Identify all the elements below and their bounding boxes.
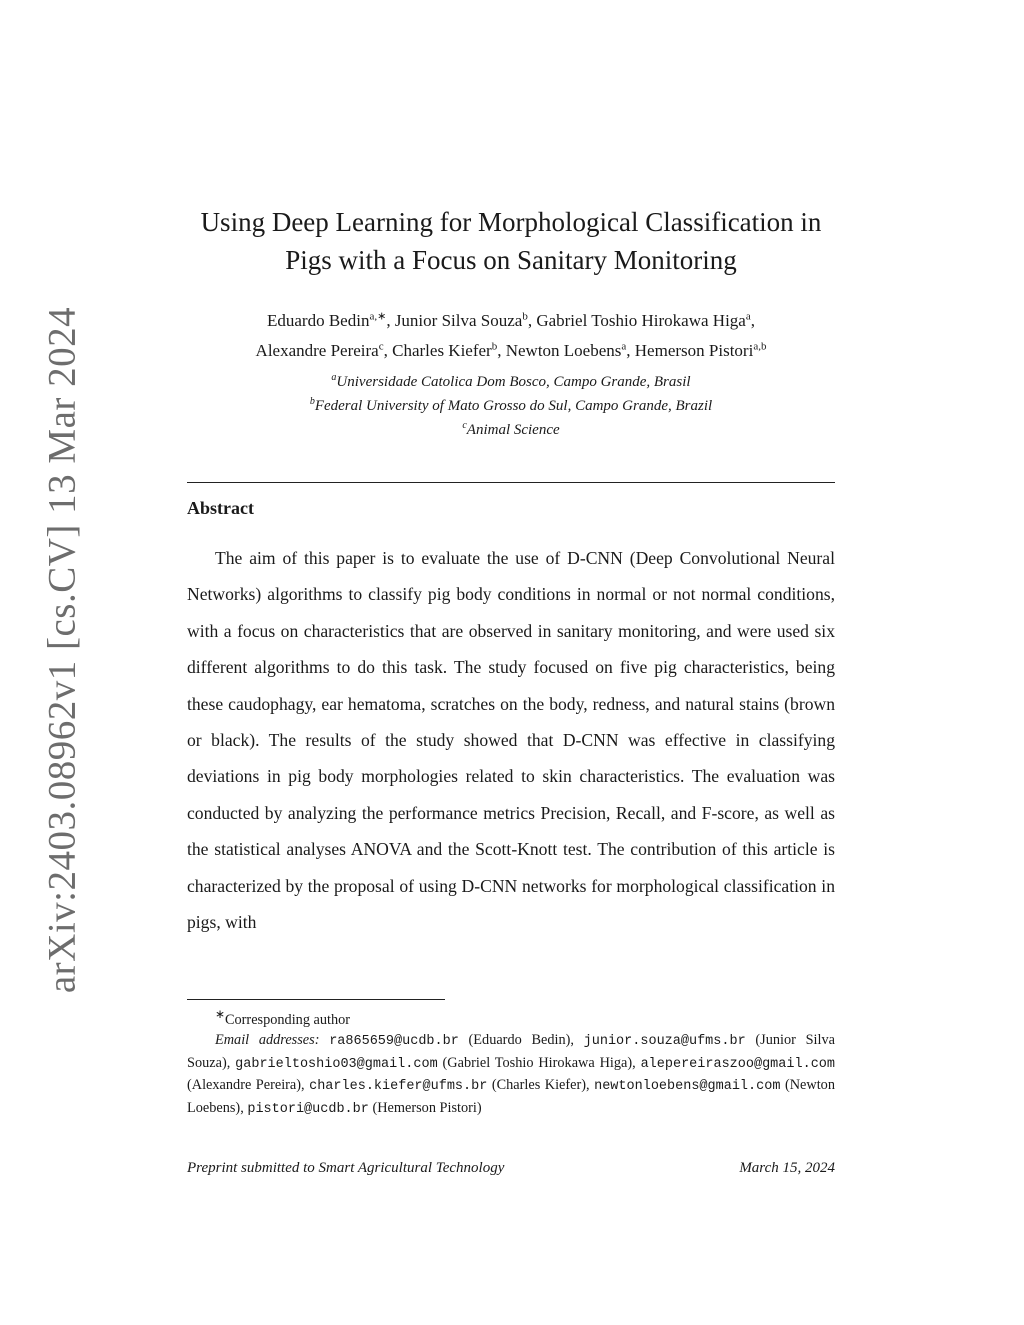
author: Charles Kiefer$^b$, bbox=[392, 340, 506, 361]
affiliation: $^a$Universidade Catolica Dom Bosco, Campo Grande, Brasil bbox=[331, 372, 691, 390]
footnote-divider bbox=[187, 999, 445, 1000]
abstract-heading: Abstract bbox=[187, 498, 254, 518]
author: Gabriel Toshio Hirokawa Higa$^a$, bbox=[536, 310, 755, 330]
email-link[interactable]: newtonloebens@gmail.com bbox=[594, 1079, 781, 1095]
email-label: Email addresses: bbox=[215, 1032, 320, 1049]
submission-date: March 15, 2024 bbox=[739, 1160, 835, 1176]
email-link[interactable]: ra865659@ucdb.br bbox=[329, 1034, 459, 1050]
email-link[interactable]: pistori@ucdb.br bbox=[247, 1101, 369, 1117]
author: Newton Loebens$^a$, bbox=[505, 340, 635, 361]
email-link[interactable]: gabrieltoshio03@gmail.com bbox=[235, 1056, 438, 1072]
affiliation: $^c$Animal Science bbox=[462, 420, 560, 438]
arxiv-identifier: arXiv:2403.08962v1 [cs.CV] 13 Mar 2024 bbox=[40, 306, 84, 994]
email-link[interactable]: charles.kiefer@ufms.br bbox=[309, 1079, 488, 1095]
email-link[interactable]: junior.souza@ufms.br bbox=[583, 1034, 746, 1050]
title-line-1: Using Deep Learning for Morphological Classification in bbox=[200, 207, 822, 237]
affiliation-list bbox=[187, 368, 835, 440]
abstract-text: The aim of this paper is to evaluate the use of D-CNN (Deep Convolutional Neural Networks) algorithms to classify pig body conditions in normal or not normal conditions, with a focus on characteristics that are observed in sanitary monitoring, and were used six different algorithms to do this task. The study focused on five pig characteristics, being these caudophagy, ear hematoma, scratches on the body, redness, and natural stains (brown or black). The results of the study showed that D-CNN was effective in classifying deviations in pig body morphologies related to skin characteristics. The evaluation was conducted by analyzing the performance metrics Precision, Recall, and F-score, as well as the statistical analyses ANOVA and the Scott-Knott test. The contribution of this article is characterized by the proposal of using D-CNN networks for morphological classification in pigs, with bbox=[187, 548, 835, 933]
author: Junior Silva Souza$^b$, bbox=[394, 310, 537, 330]
preprint-note: Preprint submitted to Smart Agricultural Technology bbox=[187, 1160, 505, 1176]
author: Hemerson Pistori$^{a,b}$ bbox=[634, 340, 767, 361]
author-list bbox=[177, 303, 845, 364]
email-addresses: Email addresses: ra865659@ucdb.br (Eduardo Bedin), junior.souza@ufms.br (Junior Silva Souza), gabrieltoshio03@gmail.com (Gabriel Toshio Hirokawa Higa), alepereiraszoo@gmail.com (Alexandre Pereira), charles.kiefer@ufms.br (Charles Kiefer), newtonloebens@gmail.com (Newton Loebens), pistori@ucdb.br (Hemerson Pistori) bbox=[187, 1032, 835, 1117]
email-link[interactable]: alepereiraszoo@gmail.com bbox=[640, 1056, 835, 1072]
affiliation: $^b$Federal University of Mato Grosso do Sul, Campo Grande, Brazil bbox=[309, 396, 713, 414]
author: Alexandre Pereira$^c$, bbox=[255, 340, 393, 361]
abstract-divider bbox=[187, 482, 835, 483]
page-footer bbox=[187, 1160, 835, 1177]
footnote bbox=[187, 1004, 835, 1120]
author: Eduardo Bedin$^{a,∗}$, bbox=[267, 310, 395, 330]
title-line-2: Pigs with a Focus on Sanitary Monitoring bbox=[285, 245, 737, 275]
paper-title bbox=[187, 203, 835, 279]
corresponding-author-note: ∗Corresponding author bbox=[215, 1007, 351, 1028]
